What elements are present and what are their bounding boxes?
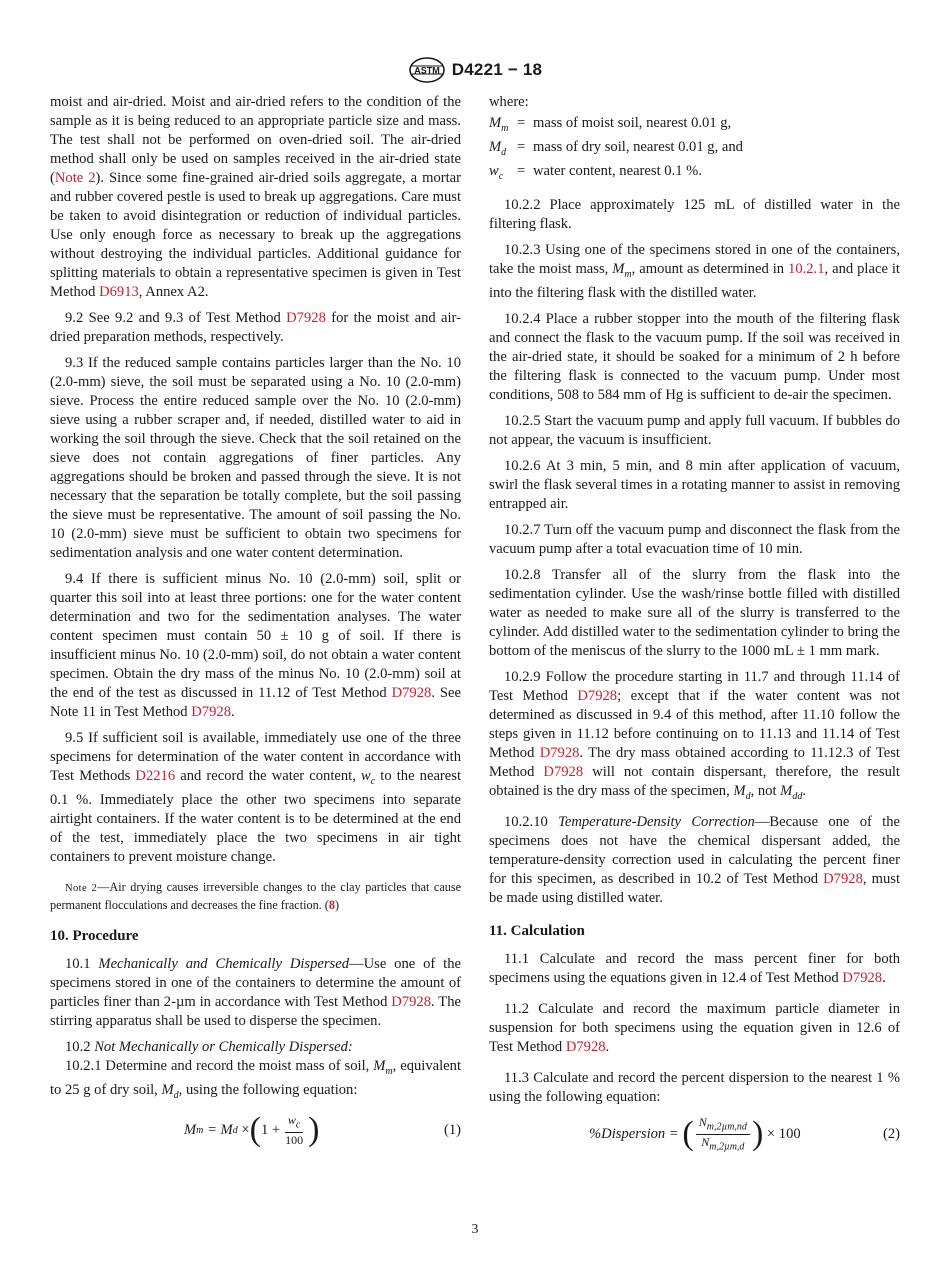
d2216-link[interactable]: D2216	[135, 768, 176, 784]
paragraph-10-1: 10.1 Mechanically and Chemically Dispersed—Use one of the specimens stored in one of the containers to determine the amount of particles finer than 2-µm in accordance with Test Method D7928. The stirring apparatus shall be used to disperse the specimen.	[50, 955, 461, 1029]
d7928-link[interactable]: D7928	[565, 1038, 606, 1055]
where-label: where:	[489, 94, 529, 110]
paragraph-10-2-5: 10.2.5 Start the vacuum pump and apply full vacuum. If bubbles do not appear, the vacuum is insufficient.	[489, 412, 900, 448]
paragraph-9-2: 9.2 See 9.2 and 9.3 of Test Method D7928 for the moist and air-dried preparation methods, respectively.	[50, 310, 461, 345]
note-2: Note 2—Air drying causes irreversible changes to the clay particles that cause permanent flocculations and decreases the fine fraction. (8)	[50, 879, 461, 912]
equation-number: (1)	[443, 1121, 461, 1138]
d7928-link[interactable]: D7928	[539, 744, 580, 761]
paragraph-9-4: 9.4 If there is sufficient minus No. 10 (2.0-mm) soil, split or quarter this soil into at least three portions: one for the water content determination and two for the sedimentation analyses. The water content specimen must contain 50 ± 10 g of soil. If there is insufficient minus No. 10 (2.0-mm) soil, do not obtain a water content specimen. Obtain the dry mass of the minus No. 10 (2.0-mm) soil at the end of the test as discussed in 11.12 of Test Method D7928. See Note 11 in Test Method D7928.	[50, 571, 461, 720]
d7928-link[interactable]: D7928	[842, 969, 883, 986]
equation-1: M m = M d × ( 1 + $\frac{w_c}{100}$ ) (1)	[184, 1111, 461, 1149]
d7928-link[interactable]: D7928	[191, 704, 231, 720]
paragraph-10-2-1: 10.2.1 Determine and record the moist mass of soil, $M_m$, equivalent to 25 g of dry soil, $M_d$, using the following equation:	[50, 1057, 462, 1101]
reference-8-link[interactable]: 8	[328, 897, 335, 912]
paragraph-10-2: 10.2 Not Mechanically or Chemically Dispersed:	[65, 1038, 353, 1055]
note-2-link[interactable]: Note 2	[54, 170, 96, 186]
d7928-link[interactable]: D7928	[543, 763, 584, 780]
equation-number: (2)	[882, 1125, 900, 1142]
svg-text:ASTM: ASTM	[414, 65, 440, 76]
d7928-link[interactable]: D7928	[286, 310, 326, 326]
d7928-link[interactable]: D7928	[823, 870, 863, 887]
page-number: 3	[471, 1221, 479, 1236]
paragraph-11-1: 11.1 Calculate and record the mass percent finer for both specimens using the equations given in 12.4 of Test Method D7928.	[489, 950, 900, 986]
section-11-heading: 11. Calculation	[489, 922, 585, 939]
astm-logo-icon	[408, 57, 446, 83]
page-header	[0, 56, 950, 84]
equation-2: %Dispersion = ( $\frac{N_{m,2\mu m,nd}}{N_{m,2\mu m,d}}$ ) × 100 (2)	[589, 1114, 900, 1153]
d7928-link[interactable]: D7928	[577, 687, 618, 704]
section-10-heading: 10. Procedure	[50, 927, 139, 944]
d7928-link[interactable]: D7928	[391, 685, 432, 701]
paragraph-10-2-8: 10.2.8 Transfer all of the slurry from the flask into the sedimentation cylinder. Use the wash/rinse bottle filled with distilled water as needed to make sure all of the slurry is transferred to the cylinder. Add distilled water to the sedimentation cylinder to bring the bottom of the meniscus of the slurry to the 1000 mL ± 1 mm mark.	[489, 566, 900, 659]
variable-definitions: $M_m$ = mass of moist soil, nearest 0.01 g, $M_d$ = mass of dry soil, nearest 0.01 g, and $w_c$ = water content, nearest 0.1 %.	[489, 115, 743, 182]
left-column	[50, 93, 461, 1148]
paragraph-10-2-9: 10.2.9 Follow the procedure starting in 11.7 and through 11.14 of Test Method D7928; except that if the water content was not determined as discussed in 9.4 of this method, after 11.10 follow the steps given in 11.12 before continuing on to 11.13 and 11.14 of Test Method D7928. The dry mass obtained according to 11.12.3 of Test Method D7928 will not contain dispersant, therefore, the result obtained is the dry mass of the specimen, $M_d$, not $M_{dd}$.	[489, 668, 900, 802]
paragraph-9-1-cont: moist and air-dried. Moist and air-dried refers to the condition of the sample as it is being reduced to an appropriate particle size and mass. The test shall not be performed on oven-dried soil. The air-dried method shall only be used on samples received in the air-dried state (Note 2). Since some fine-grained air-dried soils aggregate, a mortar and rubber covered pestle is used to break up aggregations. Care must be taken to avoid disintegration or reduction of individual particles. Use only enough force as necessary to break up the aggregations without destroying the individual particles. Additional guidance for splitting materials to obtain a representative specimen is given in Test Method D6913, Annex A2.	[50, 94, 461, 300]
document-number: D4221 − 18	[451, 60, 543, 79]
paragraph-10-2-10: 10.2.10 Temperature-Density Correction—Because one of the specimens does not have the chemical dispersant added, the temperature-density correction used in calculating the percent finer for this specimen, as described in 10.2 of Test Method D7928, must be made using distilled water.	[489, 813, 900, 906]
paragraph-10-2-6: 10.2.6 At 3 min, 5 min, and 8 min after application of vacuum, swirl the flask several times in a rotating manner to assist in removing entrapped air.	[489, 457, 900, 512]
paragraph-11-3: 11.3 Calculate and record the percent dispersion to the nearest 1 % using the following equation:	[489, 1069, 900, 1105]
d6913-link[interactable]: D6913	[99, 284, 139, 300]
paragraph-11-2: 11.2 Calculate and record the maximum particle diameter in suspension for both specimens using the equation given in 12.6 of Test Method D7928.	[489, 1000, 900, 1055]
paragraph-10-2-4: 10.2.4 Place a rubber stopper into the mouth of the filtering flask and connect the flask to the vacuum pump. If the soil was received in the air-dried state, it should be soaked for a minimum of 2 h before the filtering flask is connected to the vacuum pump. Under most conditions, 508 to 584 mm of Hg is sufficient to de-air the specimen.	[489, 310, 900, 403]
right-column	[489, 93, 900, 1154]
paragraph-9-5: 9.5 If sufficient soil is available, immediately use one of the three specimens for determination of the water content in accordance with Test Methods D2216 and record the water content, $w_c$ to the nearest 0.1 %. Immediately place the other two specimens into separate airtight containers. If the water content is to be determined at the end of the test, immediately place the two specimens in air tight containers to prevent moisture change.	[50, 730, 462, 865]
paragraph-9-3: 9.3 If the reduced sample contains particles larger than the No. 10 (2.0-mm) sieve, the soil must be separated using a No. 10 (2.0-mm) sieve. Process the entire reduced sample over the No. 10 (2.0-mm) sieve using a rubber scraper and, if needed, distilled water to aid in working the soil through the sieve. Check that the soil retained on the sieve does not contain aggregations of finer particles. Any aggregations should be broken and passed through the sieve. It is not necessary that the separation be totally complete, but the soil passing the sieve must be representative. The amount of soil passing the No. 10 (2.0-mm) sieve must be sufficient to obtain two specimens for sedimentation analysis and one water content determination.	[50, 355, 461, 561]
paragraph-10-2-3: 10.2.3 Using one of the specimens stored in one of the containers, take the moist mass, $M_m$, amount as determined in 10.2.1, and place it into the filtering flask with the distilled water.	[489, 241, 900, 301]
paragraph-10-2-7: 10.2.7 Turn off the vacuum pump and disconnect the flask from the vacuum pump after a total evacuation time of 10 min.	[489, 521, 900, 557]
paragraph-10-2-2: 10.2.2 Place approximately 125 mL of distilled water in the filtering flask.	[489, 196, 900, 232]
d7928-link[interactable]: D7928	[391, 993, 432, 1010]
section-10-2-1-link[interactable]: 10.2.1	[788, 260, 825, 277]
